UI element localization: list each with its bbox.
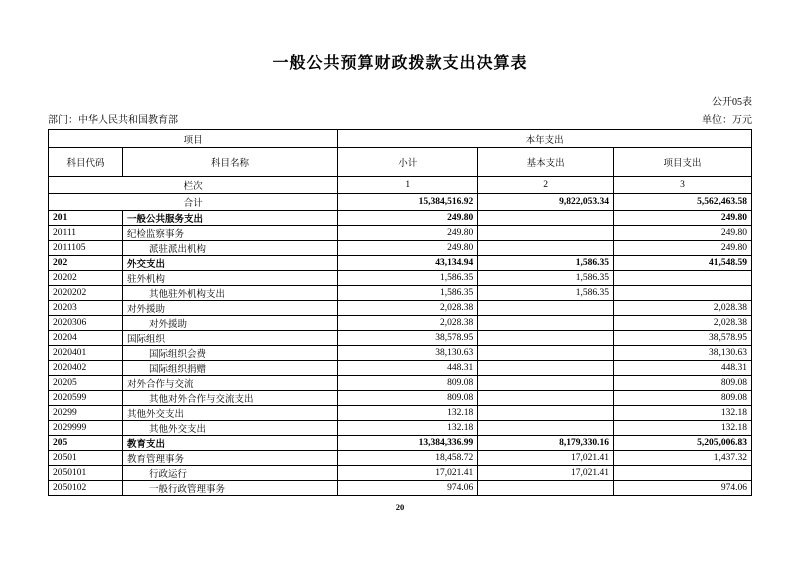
project-expenditure-cell: 2,028.38 — [614, 301, 752, 316]
table-row — [49, 316, 752, 331]
subtotal-cell: 249.80 — [338, 211, 478, 226]
name-cell: 纪检监察事务 — [122, 226, 337, 241]
subtotal-cell: 43,134.94 — [338, 256, 478, 271]
project-expenditure-cell: 41,548.59 — [614, 256, 752, 271]
basic-expenditure-cell: 17,021.41 — [478, 451, 614, 466]
name-cell: 国际组织会费 — [122, 346, 337, 361]
name-cell: 其他对外合作与交流支出 — [122, 391, 337, 406]
table-row — [49, 451, 752, 466]
budget-table — [48, 129, 752, 496]
subtotal-cell: 1,586.35 — [338, 286, 478, 301]
project-expenditure-cell: 2,028.38 — [614, 316, 752, 331]
basic-expenditure-cell — [478, 391, 614, 406]
total-basic: 9,822,053.34 — [478, 194, 614, 211]
name-cell: 教育支出 — [122, 436, 337, 451]
project-expenditure-cell: 448.31 — [614, 361, 752, 376]
unit-label: 单位：万元 — [702, 115, 752, 126]
item-group-header: 项目 — [49, 130, 338, 148]
lanci-col-1: 1 — [338, 177, 478, 194]
col-header-code: 科目代码 — [49, 148, 123, 177]
subtotal-cell: 2,028.38 — [338, 316, 478, 331]
project-expenditure-cell — [614, 466, 752, 481]
year-expenditure-group-header: 本年支出 — [338, 130, 752, 148]
project-expenditure-cell — [614, 286, 752, 301]
name-cell: 其他驻外机构支出 — [122, 286, 337, 301]
project-expenditure-cell: 249.80 — [614, 241, 752, 256]
name-cell: 行政运行 — [122, 466, 337, 481]
table-row — [49, 481, 752, 496]
dept-unit-line — [48, 111, 752, 126]
project-expenditure-cell: 249.80 — [614, 211, 752, 226]
basic-expenditure-cell — [478, 226, 614, 241]
code-cell: 20299 — [49, 406, 123, 421]
table-code-label: 公开05表 — [712, 97, 752, 108]
table-row — [49, 466, 752, 481]
subtotal-cell: 1,586.35 — [338, 271, 478, 286]
table-row — [49, 361, 752, 376]
code-cell: 2020202 — [49, 286, 123, 301]
name-cell: 对外合作与交流 — [122, 376, 337, 391]
meta-area — [48, 93, 752, 126]
code-cell: 20202 — [49, 271, 123, 286]
table-row — [49, 211, 752, 226]
project-expenditure-cell: 38,130.63 — [614, 346, 752, 361]
basic-expenditure-cell — [478, 316, 614, 331]
name-cell: 一般行政管理事务 — [122, 481, 337, 496]
code-cell: 20204 — [49, 331, 123, 346]
project-expenditure-cell — [614, 271, 752, 286]
subtotal-cell: 18,458.72 — [338, 451, 478, 466]
table-row — [49, 271, 752, 286]
table-row — [49, 226, 752, 241]
code-cell: 205 — [49, 436, 123, 451]
name-cell: 一般公共服务支出 — [122, 211, 337, 226]
header-group-row — [49, 130, 752, 148]
name-cell: 教育管理事务 — [122, 451, 337, 466]
project-expenditure-cell: 249.80 — [614, 226, 752, 241]
subtotal-cell: 974.06 — [338, 481, 478, 496]
column-index-row — [49, 177, 752, 194]
table-row — [49, 406, 752, 421]
page-title: 一般公共预算财政拨款支出决算表 — [272, 55, 528, 72]
subtotal-cell: 38,578.95 — [338, 331, 478, 346]
project-expenditure-cell: 5,205,006.83 — [614, 436, 752, 451]
project-expenditure-cell: 132.18 — [614, 421, 752, 436]
basic-expenditure-cell — [478, 301, 614, 316]
subtotal-cell: 2,028.38 — [338, 301, 478, 316]
code-cell: 2020402 — [49, 361, 123, 376]
name-cell: 国际组织捐赠 — [122, 361, 337, 376]
lanci-col-3: 3 — [614, 177, 752, 194]
name-cell: 外交支出 — [122, 256, 337, 271]
subtotal-cell: 809.08 — [338, 376, 478, 391]
basic-expenditure-cell — [478, 376, 614, 391]
basic-expenditure-cell: 1,586.35 — [478, 256, 614, 271]
name-cell: 其他外交支出 — [122, 421, 337, 436]
code-cell: 2020599 — [49, 391, 123, 406]
basic-expenditure-cell — [478, 361, 614, 376]
name-cell: 驻外机构 — [122, 271, 337, 286]
table-row — [49, 376, 752, 391]
total-subtotal: 15,384,516.92 — [338, 194, 478, 211]
subtotal-cell: 249.80 — [338, 241, 478, 256]
basic-expenditure-cell — [478, 346, 614, 361]
table-row — [49, 331, 752, 346]
column-header-row — [49, 148, 752, 177]
basic-expenditure-cell — [478, 331, 614, 346]
col-header-basic: 基本支出 — [478, 148, 614, 177]
code-cell: 2050101 — [49, 466, 123, 481]
code-cell: 20501 — [49, 451, 123, 466]
project-expenditure-cell: 809.08 — [614, 391, 752, 406]
name-cell: 国际组织 — [122, 331, 337, 346]
project-expenditure-cell: 38,578.95 — [614, 331, 752, 346]
lanci-col-2: 2 — [478, 177, 614, 194]
table-row — [49, 346, 752, 361]
name-cell: 对外援助 — [122, 316, 337, 331]
name-cell: 派驻派出机构 — [122, 241, 337, 256]
table-row — [49, 436, 752, 451]
table-row — [49, 241, 752, 256]
department-label: 部门：中华人民共和国教育部 — [48, 115, 178, 126]
subtotal-cell: 132.18 — [338, 406, 478, 421]
basic-expenditure-cell — [478, 481, 614, 496]
basic-expenditure-cell — [478, 211, 614, 226]
basic-expenditure-cell — [478, 421, 614, 436]
table-row — [49, 301, 752, 316]
subtotal-cell: 13,384,336.99 — [338, 436, 478, 451]
code-cell: 2020401 — [49, 346, 123, 361]
table-row — [49, 391, 752, 406]
basic-expenditure-cell: 17,021.41 — [478, 466, 614, 481]
project-expenditure-cell: 132.18 — [614, 406, 752, 421]
name-cell: 对外援助 — [122, 301, 337, 316]
subtotal-cell: 809.08 — [338, 391, 478, 406]
table-row — [49, 286, 752, 301]
col-header-subtotal: 小计 — [338, 148, 478, 177]
col-header-project: 项目支出 — [614, 148, 752, 177]
code-cell: 20203 — [49, 301, 123, 316]
code-cell: 201 — [49, 211, 123, 226]
basic-expenditure-cell — [478, 406, 614, 421]
name-cell: 其他外交支出 — [122, 406, 337, 421]
total-label: 合计 — [49, 194, 338, 211]
total-project: 5,562,463.58 — [614, 194, 752, 211]
code-cell: 202 — [49, 256, 123, 271]
subtotal-cell: 448.31 — [338, 361, 478, 376]
subtotal-cell: 249.80 — [338, 226, 478, 241]
basic-expenditure-cell: 8,179,330.16 — [478, 436, 614, 451]
basic-expenditure-cell: 1,586.35 — [478, 271, 614, 286]
code-cell: 20111 — [49, 226, 123, 241]
lanci-label: 栏次 — [49, 177, 338, 194]
code-cell: 2029999 — [49, 421, 123, 436]
project-expenditure-cell: 974.06 — [614, 481, 752, 496]
subtotal-cell: 132.18 — [338, 421, 478, 436]
project-expenditure-cell: 809.08 — [614, 376, 752, 391]
subtotal-cell: 38,130.63 — [338, 346, 478, 361]
basic-expenditure-cell — [478, 241, 614, 256]
project-expenditure-cell: 1,437.32 — [614, 451, 752, 466]
total-row — [49, 194, 752, 211]
table-row — [49, 256, 752, 271]
code-cell: 2050102 — [49, 481, 123, 496]
code-cell: 2011105 — [49, 241, 123, 256]
basic-expenditure-cell: 1,586.35 — [478, 286, 614, 301]
code-cell: 2020306 — [49, 316, 123, 331]
subtotal-cell: 17,021.41 — [338, 466, 478, 481]
col-header-name: 科目名称 — [122, 148, 337, 177]
code-cell: 20205 — [49, 376, 123, 391]
table-row — [49, 421, 752, 436]
page-number: 20 — [395, 502, 405, 512]
table-body — [49, 177, 752, 496]
